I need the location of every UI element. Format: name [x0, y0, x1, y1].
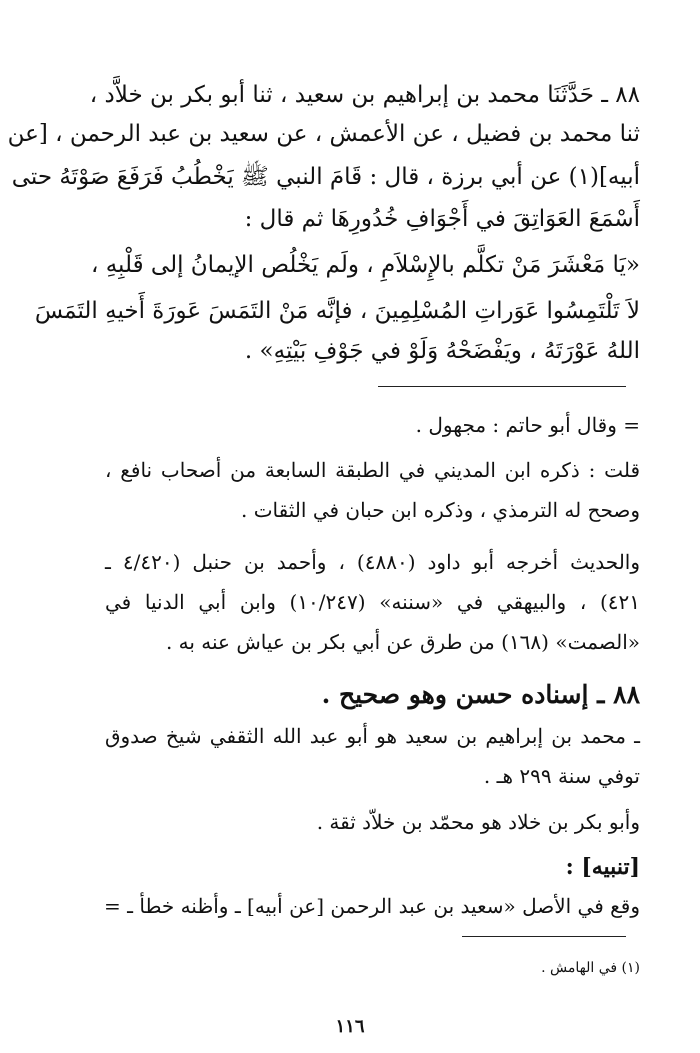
- hadith-line: أَسْمَعَ العَوَاتِقَ في أَجْوَافِ خُدُورِهَا ثم قال :: [244, 206, 640, 232]
- commentary-line: ـ محمد بن إبراهيم بن سعيد هو أبو عبد الله الثقفي شيخ صدوق: [105, 724, 640, 748]
- hadith-line: «يَا مَعْشَرَ مَنْ تكلَّم بالإِسْلاَمِ ، ولَم يَخْلُص الإيمانُ إلى قَلْبِهِ ،: [90, 252, 640, 278]
- footnote-rule: [462, 936, 626, 937]
- commentary-line: = وقال أبو حاتم : مجهول .: [415, 413, 640, 437]
- hadith-line: لاَ تَلْتَمِسُوا عَوَراتِ المُسْلِمِينَ ، فإنَّه مَنْ التَمَسَ عَورَةَ أَخيهِ التَمَسَ: [34, 298, 640, 324]
- commentary-line: توفي سنة ٢٩٩ هـ .: [483, 764, 640, 788]
- hadith-line: ٨٨ ـ حَدَّثَنَا محمد بن إبراهيم بن سعيد ، ثنا أبو بكر بن خلاَّد ،: [89, 82, 640, 108]
- commentary-line: ٤٢١) ، والبيهقي في «سننه» (١٠/٢٤٧) وابن أبي الدنيا في: [105, 590, 640, 614]
- commentary-line: «الصمت» (١٦٨) من طرق عن أبي بكر بن عياش عنه به .: [165, 630, 640, 654]
- commentary-line: وأبو بكر بن خلاد هو محمّد بن خلاّد ثقة .: [316, 810, 640, 834]
- page-number: ١١٦: [335, 1016, 365, 1037]
- hadith-line: ثنا محمد بن فضيل ، عن الأعمش ، عن سعيد بن عبد الرحمن ، [عن: [7, 121, 640, 147]
- separator-rule: [378, 386, 626, 387]
- section-heading: ٨٨ ـ إسناده حسن وهو صحيح .: [321, 680, 640, 709]
- commentary-line: وصحح له الترمذي ، وذكره ابن حبان في الثقات .: [241, 498, 640, 522]
- commentary-line: وقع في الأصل «سعيد بن عبد الرحمن [عن أبيه] ـ وأظنه خطأ ـ =: [104, 894, 640, 918]
- hadith-line: اللهُ عَوْرَتَهُ ، ويَفْضَحْهُ وَلَوْ في جَوْفِ بَيْتِهِ» .: [244, 338, 640, 364]
- commentary-line: قلت : ذكره ابن المديني في الطبقة السابعة من أصحاب نافع ،: [105, 458, 640, 482]
- hadith-line: أبيه](١) عن أبي برزة ، قال : قَامَ النبي ﷺ يَخْطُبُ فَرَفَعَ صَوْتَهُ حتى: [11, 164, 640, 190]
- note-heading: [تنبيه] :: [565, 854, 640, 880]
- commentary-line: والحديث أخرجه أبو داود (٤٨٨٠) ، وأحمد بن حنبل (٤/٤٢٠ ـ: [105, 550, 640, 574]
- footnote: (١) في الهامش .: [541, 960, 640, 976]
